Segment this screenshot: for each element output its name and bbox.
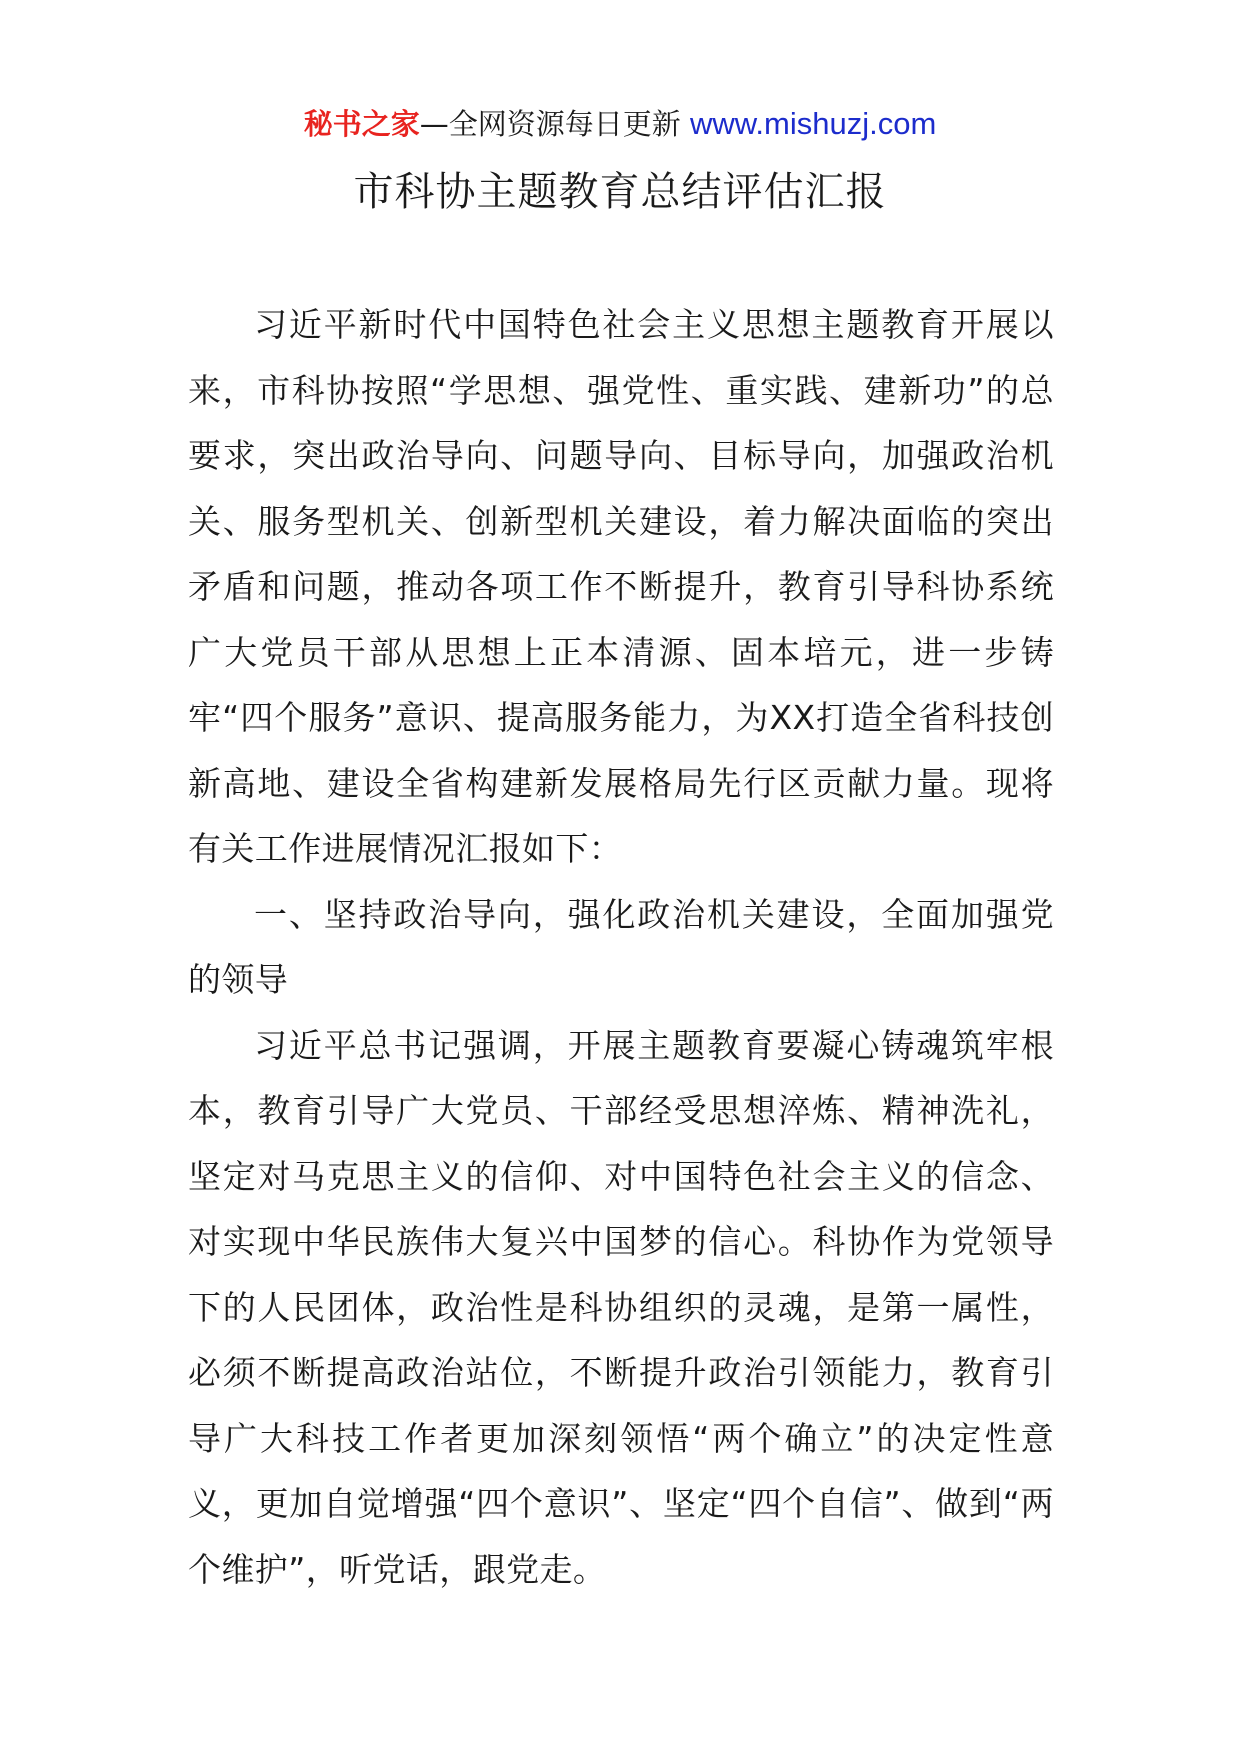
website-link[interactable]: www.mishuzj.com — [689, 106, 937, 141]
header-tagline: —全网资源每日更新 — [419, 107, 690, 141]
document-title: 市科协主题教育总结评估汇报 — [353, 169, 887, 215]
section-1-paragraph: 习近平总书记强调，开展主题教育要凝心铸魂筑牢根本，教育引导广大党员、干部经受思想淬炼、精神洗礼，坚定对马克思主义的信仰、对中国特色社会主义的信念、对实现中华民族伟大复兴中国梦的信心。科协作为党领导下的人民团体，政治性是科协组织的灵魂，是第一属性，必须不断提高政治站位，不断提升政治引领能力，教育引导广大科技工作者更加深刻领悟“两个确立”的决定性意义，更加自觉增强“四个意识”、坚定“四个自信”、做到“两个维护”，听党话，跟党走。 — [188, 1025, 1054, 1589]
site-header — [0, 104, 1240, 144]
brand-name: 秘书之家 — [303, 107, 420, 141]
document-body — [188, 292, 1054, 1602]
section-heading-1: 一、坚持政治导向，强化政治机关建设，全面加强党的领导 — [188, 894, 1054, 999]
intro-paragraph: 习近平新时代中国特色社会主义思想主题教育开展以来，市科协按照“学思想、强党性、重实践、建新功”的总要求，突出政治导向、问题导向、目标导向，加强政治机关、服务型机关、创新型机关建设，着力解决面临的突出矛盾和问题，推动各项工作不断提升，教育引导科协系统广大党员干部从思想上正本清源、固本培元，进一步铸牢“四个服务”意识、提高服务能力，为XX打造全省科技创新高地、建设全省构建新发展格局先行区贡献力量。现将有关工作进展情况汇报如下： — [188, 305, 1054, 868]
